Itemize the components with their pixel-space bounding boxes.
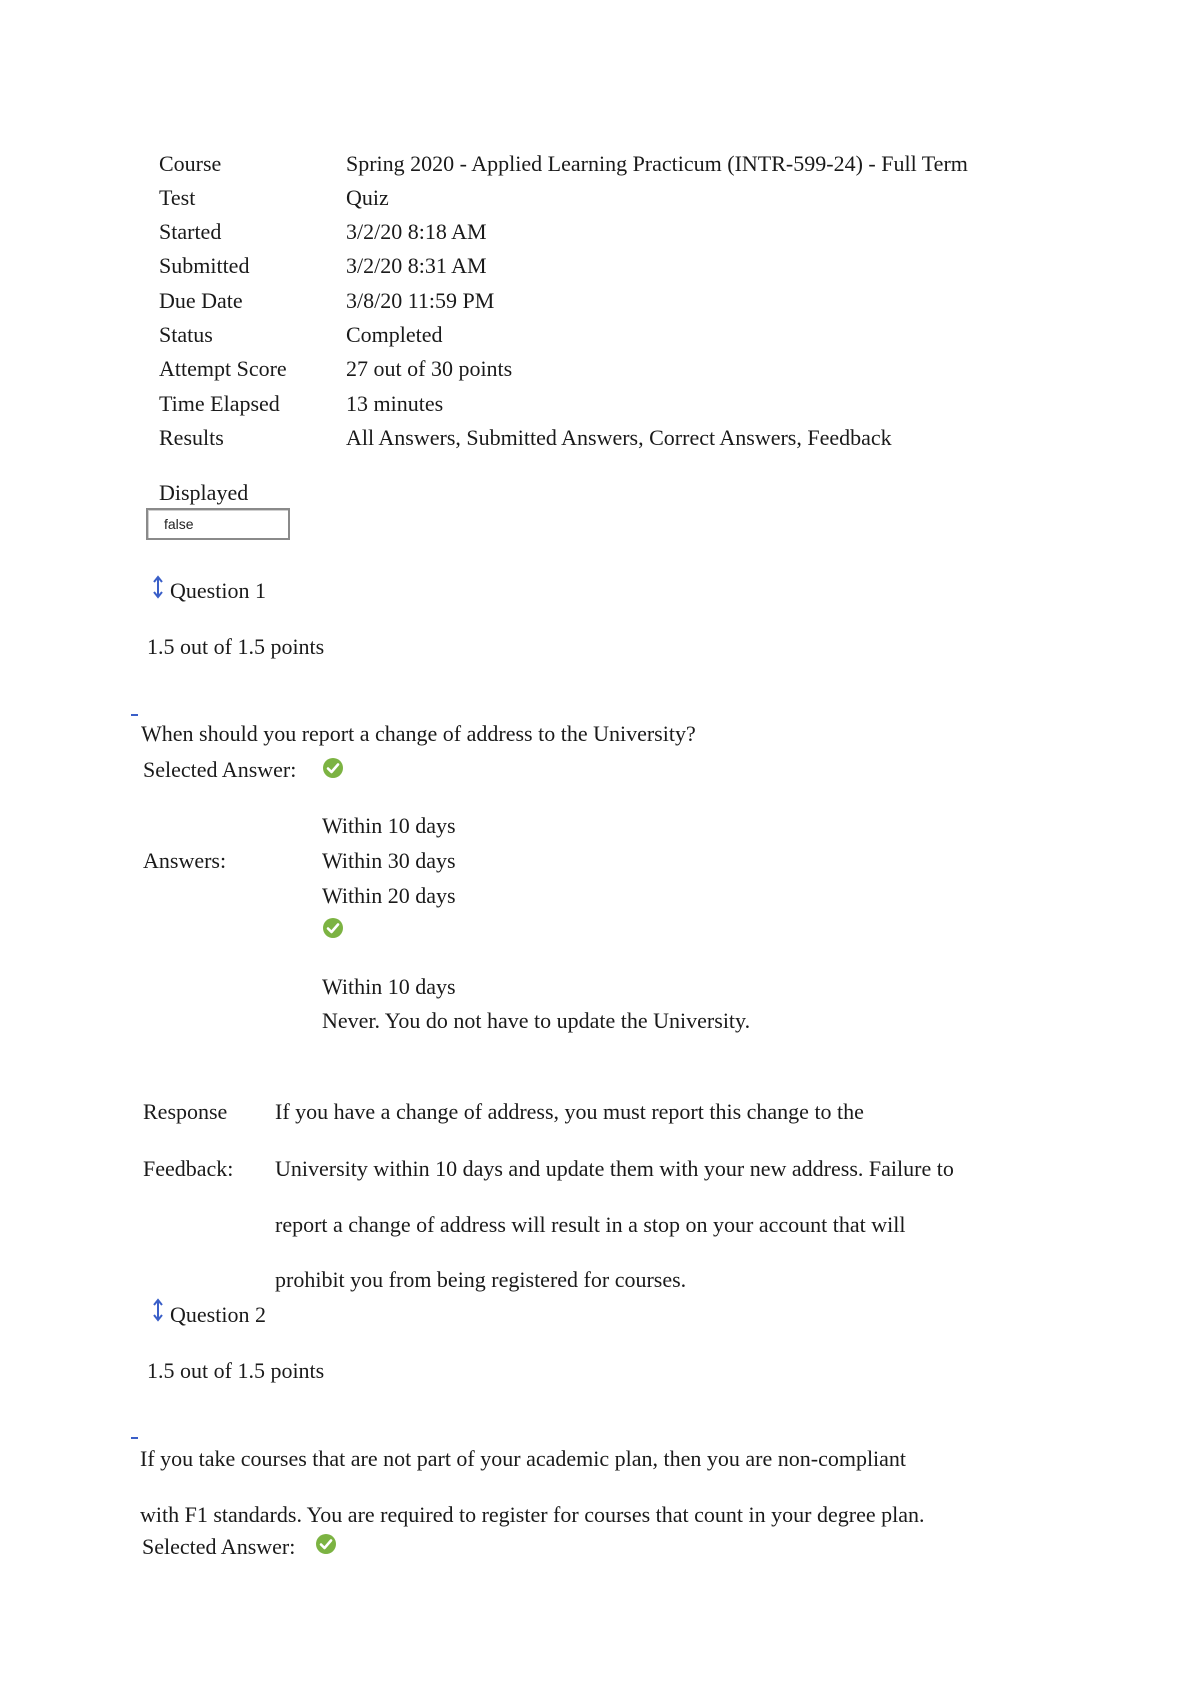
summary-label: Due Date (159, 288, 243, 313)
feedback-text: report a change of address will result in a stop on your account that will (275, 1212, 906, 1237)
summary-value: 13 minutes (346, 391, 444, 416)
question-title: Question 2 (170, 1302, 266, 1327)
summary-value: 27 out of 30 points (346, 356, 513, 381)
summary-label: Course (159, 151, 222, 176)
displayed-field[interactable]: false (146, 508, 290, 540)
question-points: 1.5 out of 1.5 points (147, 1358, 325, 1383)
up-down-arrow-icon[interactable] (152, 1298, 164, 1322)
question-text: If you take courses that are not part of your academic plan, then you are non-compliant (140, 1446, 907, 1471)
answer-option: Within 20 days (322, 883, 456, 908)
summary-value: Quiz (346, 185, 389, 210)
summary-label: Attempt Score (159, 356, 287, 381)
question-title: Question 1 (170, 578, 266, 603)
answer-option: Within 10 days (322, 974, 456, 999)
selected-answer-label: Selected Answer: (143, 757, 297, 782)
collapse-marker (131, 1437, 138, 1439)
summary-label: Status (159, 322, 213, 347)
displayed-label: Displayed (159, 480, 249, 505)
answers-label: Answers: (143, 848, 227, 873)
feedback-label: Response (143, 1099, 228, 1124)
feedback-text: If you have a change of address, you must report this change to the (275, 1099, 864, 1124)
feedback-label: Feedback: (143, 1156, 234, 1181)
answer-option: Within 10 days (322, 813, 456, 838)
summary-label: Started (159, 219, 222, 244)
summary-value: 3/8/20 11:59 PM (346, 288, 495, 313)
check-circle-icon (323, 918, 343, 938)
check-circle-icon (323, 758, 343, 778)
feedback-text: University within 10 days and update them with your new address. Failure to (275, 1156, 954, 1181)
question-text: When should you report a change of address to the University? (141, 721, 696, 746)
summary-label: Submitted (159, 253, 250, 278)
summary-value: Completed (346, 322, 443, 347)
summary-value: All Answers, Submitted Answers, Correct Answers, Feedback (346, 425, 892, 450)
summary-label: Results (159, 425, 224, 450)
selected-answer-label: Selected Answer: (142, 1534, 296, 1559)
summary-value: Spring 2020 - Applied Learning Practicum (INTR-599-24) - Full Term (346, 151, 968, 176)
answer-option: Never. You do not have to update the University. (322, 1008, 751, 1033)
summary-value: 3/2/20 8:18 AM (346, 219, 487, 244)
question-text: with F1 standards. You are required to register for courses that count in your degree plan. (140, 1502, 925, 1527)
summary-value: 3/2/20 8:31 AM (346, 253, 487, 278)
summary-label: Test (159, 185, 196, 210)
answer-option: Within 30 days (322, 848, 456, 873)
collapse-marker (131, 714, 138, 716)
feedback-text: prohibit you from being registered for courses. (275, 1267, 687, 1292)
summary-label: Time Elapsed (159, 391, 280, 416)
question-points: 1.5 out of 1.5 points (147, 634, 325, 659)
check-circle-icon (316, 1534, 336, 1554)
up-down-arrow-icon[interactable] (152, 575, 164, 599)
